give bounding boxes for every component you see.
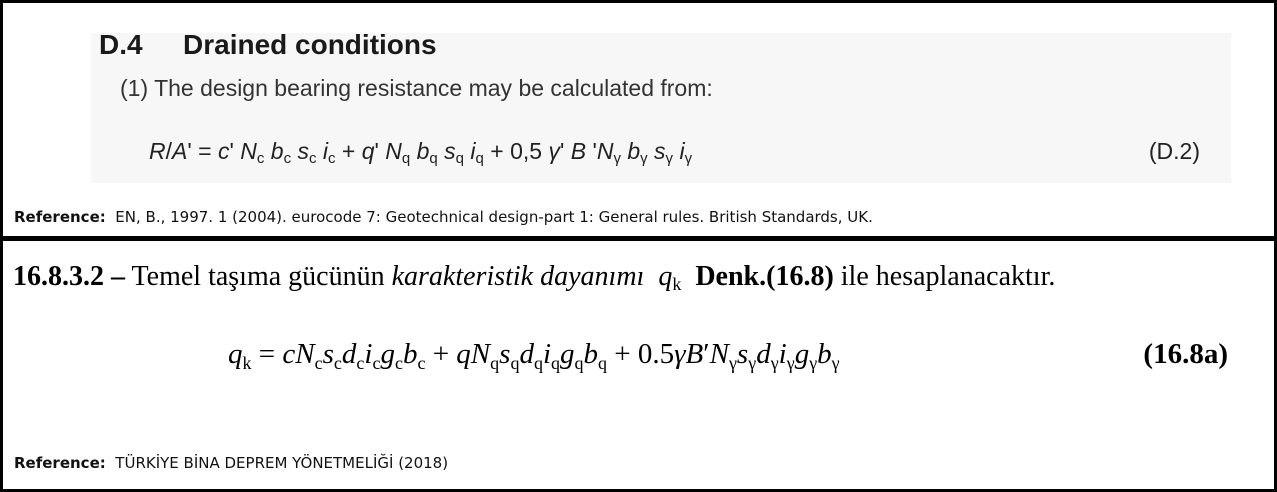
section-title: Drained conditions (183, 29, 437, 60)
section-heading (99, 29, 437, 61)
bearing-resistance-formula: R/A' = c' $N_c$ $b_c$ $s_c$ $i_c + q'$ $N_q$ $b_q$ $s_q$ $i_q + 0,5$ γ' B '$N_\gamma$ $b_\gamma$ $s_\gamma$ $i_\gamma$ (149, 138, 693, 167)
equation-number: (16.8a) (1143, 338, 1228, 370)
reference-label: Reference: (14, 454, 106, 472)
reference-text: TÜRKİYE BİNA DEPREM YÖNETMELİĞİ (2018) (115, 454, 449, 472)
eurocode-panel (3, 3, 1274, 236)
reference-label: Reference: (14, 208, 106, 226)
clause-text-1: Temel taşıma gücünün (131, 261, 385, 292)
reference-line (14, 208, 873, 226)
clause-number: 16.8.3.2 – (13, 261, 125, 292)
reference-line (14, 454, 448, 472)
characteristic-resistance-formula: $q_k = cN_cs_cd_ci_cg_cb_c + qN_qs_qd_qi_qg_qb_q + 0.5\gamma B'N_\gamma s_\gamma d_\gamma i_\gamma g_\gamma b_\gamma$ (228, 338, 840, 373)
section-paragraph: (1) The design bearing resistance may be calculated from: (120, 75, 713, 101)
clause-text-2: ile hesaplanacaktır. (840, 261, 1056, 292)
reference-text: EN, B., 1997. 1 (2004). eurocode 7: Geotechnical design-part 1: General rules. British Standards, UK. (115, 208, 873, 226)
clause-equation-ref: Denk.(16.8) (695, 261, 834, 292)
clause-line: 16.8.3.2 – Temel taşıma gücünün karakteristik dayanımı $q_k$ Denk.(16.8) ile hesaplanacaktır. (13, 261, 1056, 294)
section-number: D.4 (99, 29, 143, 60)
tbdy-panel (3, 241, 1274, 489)
clause-term: karakteristik dayanımı (391, 261, 645, 292)
equation-number: (D.2) (1148, 138, 1200, 164)
